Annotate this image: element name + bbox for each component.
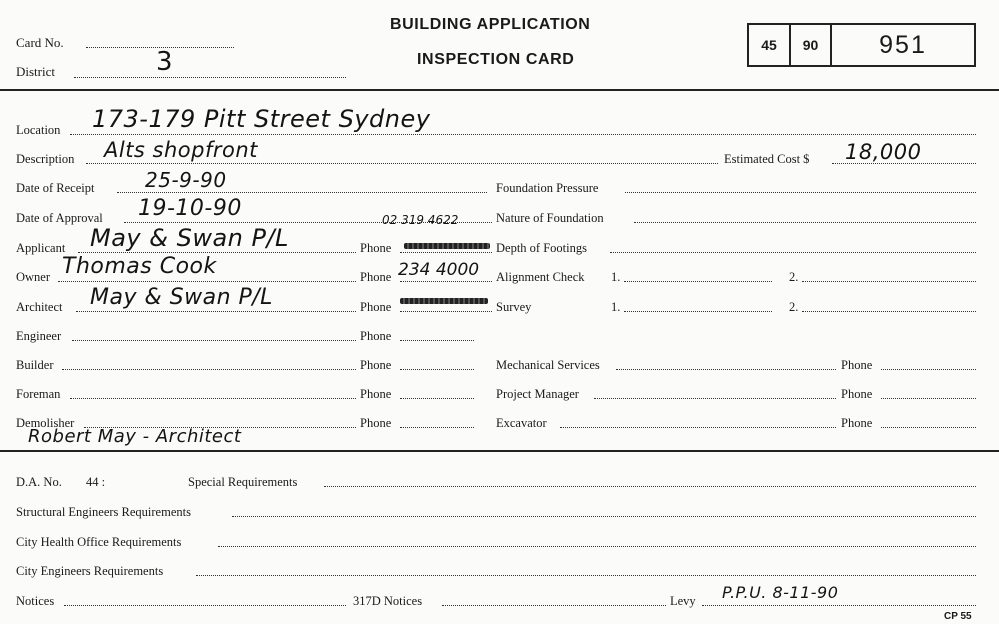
special-requirements-dots <box>324 486 976 487</box>
foundation-pressure-label: Foundation Pressure <box>496 181 599 195</box>
alignment-check-dots-1 <box>624 281 772 282</box>
applicant-dots <box>78 252 356 253</box>
date-receipt-label: Date of Receipt <box>16 181 95 195</box>
notices-label: Notices <box>16 594 55 608</box>
alignment-check-dots-2 <box>802 281 976 282</box>
levy-dots <box>702 605 976 606</box>
architect-phone-dots <box>400 311 492 312</box>
architect-phone-scribble <box>400 298 488 304</box>
demolisher-note: Robert May - Architect <box>28 426 242 447</box>
date-approval-label: Date of Approval <box>16 211 103 225</box>
form-code: CP 55 <box>944 611 972 622</box>
code-box-45 <box>747 23 791 67</box>
location-dots <box>70 134 976 135</box>
header-rule <box>0 89 999 91</box>
notices-317d-dots <box>442 605 666 606</box>
engineer-phone-dots <box>400 340 474 341</box>
estimated-cost-value: 18,000 <box>845 140 922 164</box>
applicant-phone-note: 02 319 4622 <box>382 213 459 227</box>
builder-label: Builder <box>16 358 54 372</box>
foreman-phone-dots <box>400 398 474 399</box>
levy-value: P.P.U. 8-11-90 <box>722 583 839 602</box>
project-manager-dots <box>594 398 836 399</box>
alignment-check-label: Alignment Check <box>496 270 585 284</box>
estimated-cost-label: Estimated Cost $ <box>724 152 810 166</box>
nature-foundation-label: Nature of Foundation <box>496 211 604 225</box>
section-rule <box>0 450 999 452</box>
excavator-phone-dots <box>881 427 976 428</box>
foreman-dots <box>70 398 356 399</box>
project-manager-phone-label: Phone <box>841 387 873 401</box>
mechanical-services-dots <box>616 369 836 370</box>
city-engineers-dots <box>196 575 976 576</box>
district-dots <box>74 77 346 78</box>
survey-num-2: 2. <box>789 300 799 314</box>
applicant-label: Applicant <box>16 241 66 255</box>
architect-phone-label: Phone <box>360 300 392 314</box>
location-label: Location <box>16 123 61 137</box>
foundation-pressure-dots <box>625 192 976 193</box>
date-approval-value: 19-10-90 <box>138 196 242 221</box>
foreman-phone-label: Phone <box>360 387 392 401</box>
builder-phone-label: Phone <box>360 358 392 372</box>
excavator-dots <box>560 427 836 428</box>
district-label: District <box>16 64 55 79</box>
mechanical-phone-label: Phone <box>841 358 873 372</box>
demolisher-label: Demolisher <box>16 416 75 430</box>
architect-value: May & Swan P/L <box>90 285 273 310</box>
alignment-check-num-1: 1. <box>611 270 621 284</box>
owner-dots <box>58 281 356 282</box>
owner-phone-dots <box>400 281 492 282</box>
survey-dots-1 <box>624 311 772 312</box>
nature-foundation-dots <box>634 222 976 223</box>
survey-num-1: 1. <box>611 300 621 314</box>
builder-phone-dots <box>400 369 474 370</box>
health-requirements-dots <box>218 546 976 547</box>
survey-label: Survey <box>496 300 532 314</box>
demolisher-phone-dots <box>400 427 474 428</box>
notices-317d-label: 317D Notices <box>353 594 423 608</box>
description-dots <box>86 163 718 164</box>
owner-phone-value: 234 4000 <box>398 260 480 280</box>
da-label: D.A. No. <box>16 475 62 489</box>
health-requirements-label: City Health Office Requirements <box>16 535 182 549</box>
code-box-951 <box>830 23 976 67</box>
applicant-phone-label: Phone <box>360 241 392 255</box>
mechanical-phone-dots <box>881 369 976 370</box>
special-requirements-label: Special Requirements <box>188 475 298 489</box>
da-value: 44 : <box>86 475 106 489</box>
applicant-value: May & Swan P/L <box>90 224 289 252</box>
project-manager-label: Project Manager <box>496 387 579 401</box>
title-line-2: INSPECTION CARD <box>417 51 575 68</box>
builder-dots <box>62 369 356 370</box>
code-box-951-text: 951 <box>879 30 927 59</box>
description-label: Description <box>16 152 75 166</box>
card-no-label: Card No. <box>16 35 64 50</box>
depth-footings-dots <box>610 252 976 253</box>
location-value: 173-179 Pitt Street Sydney <box>92 105 431 133</box>
levy-label: Levy <box>670 594 696 608</box>
survey-dots-2 <box>802 311 976 312</box>
structural-requirements-dots <box>232 516 976 517</box>
applicant-phone-scribble <box>404 243 490 249</box>
architect-dots <box>76 311 356 312</box>
depth-footings-label: Depth of Footings <box>496 241 587 255</box>
mechanical-services-label: Mechanical Services <box>496 358 600 372</box>
notices-dots <box>64 605 346 606</box>
demolisher-phone-label: Phone <box>360 416 392 430</box>
excavator-label: Excavator <box>496 416 547 430</box>
excavator-phone-label: Phone <box>841 416 873 430</box>
owner-label: Owner <box>16 270 51 284</box>
code-box-90-text: 90 <box>802 37 819 53</box>
owner-value: Thomas Cook <box>62 254 217 279</box>
owner-phone-label: Phone <box>360 270 392 284</box>
code-box-45-text: 45 <box>761 37 777 53</box>
project-manager-phone-dots <box>881 398 976 399</box>
foreman-label: Foreman <box>16 387 61 401</box>
city-engineers-label: City Engineers Requirements <box>16 564 164 578</box>
date-receipt-dots <box>117 192 487 193</box>
architect-label: Architect <box>16 300 63 314</box>
structural-requirements-label: Structural Engineers Requirements <box>16 505 191 519</box>
engineer-label: Engineer <box>16 329 62 343</box>
alignment-check-num-2: 2. <box>789 270 799 284</box>
engineer-dots <box>72 340 356 341</box>
code-box-90 <box>789 23 832 67</box>
title-line-1: BUILDING APPLICATION <box>390 16 591 33</box>
date-receipt-value: 25-9-90 <box>145 168 227 192</box>
district-value: 3 <box>156 47 174 77</box>
applicant-phone-dots <box>400 252 492 253</box>
description-value: Alts shopfront <box>104 138 258 162</box>
engineer-phone-label: Phone <box>360 329 392 343</box>
